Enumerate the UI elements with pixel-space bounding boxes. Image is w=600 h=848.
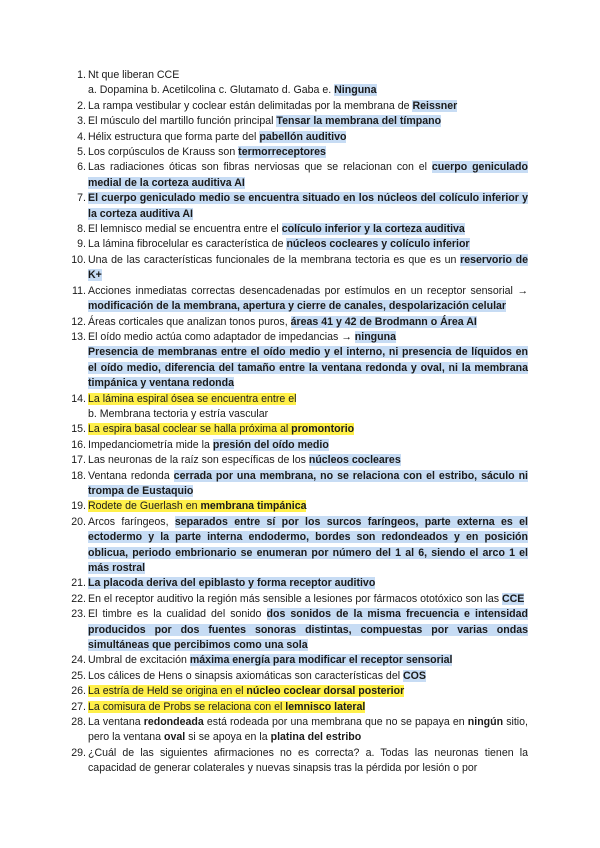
item-answer: Tensar la membrana del tímpano [276, 115, 442, 128]
list-item-8: 8. El lemnisco medial se encuentra entre el colículo inferior y la corteza auditiva [77, 223, 465, 236]
item-subline: a. Dopamina b. Acetilcolina c. Glutamato d. Gaba e. Ninguna [88, 84, 377, 97]
list-item-27: 27. La comisura de Probs se relaciona con el lemnisco lateral [71, 700, 366, 713]
item-text: Los corpúsculos de Krauss son [88, 146, 239, 159]
item-text: La estría de Held se origina en el [88, 685, 247, 698]
item-text: Arcos faríngeos, [88, 515, 175, 528]
item-text: Áreas corticales que analizan tonos puros, [88, 315, 291, 328]
item-answer: cuerpo geniculado medial de la corteza auditiva AI [88, 161, 528, 189]
item-answer: máxima energía para modificar el receptor sensorial [189, 654, 453, 667]
item-text: La lámina espiral ósea se encuentra entre el [88, 392, 297, 405]
list-item-29: 29. ¿Cuál de las siguientes afirmaciones no es correcta? a. Todas las neuronas tienen la capacidad de generar colaterales y nuevas sinapsis tras la pérdida por lesión o por [71, 746, 528, 775]
item-keyword: ningún [467, 716, 504, 729]
item-text: El oído medio actúa como adaptador de impedancias → [88, 330, 355, 343]
item-answer: reservorio de K+ [88, 253, 528, 282]
list-item-6: 6. Las radiaciones óticas son fibras nerviosas que se relacionan con el cuerpo geniculado medial de la corteza auditiva AI [77, 161, 528, 189]
list-item-20: 20. Arcos faríngeos, separados entre sí por los surcos faríngeos, parte externa es el ectodermo y la parte interna endodermo, bordes son redondeados y en posición oblicua, periodo embrionario se enumeran por número del 1 al 6, siendo el arco 1 el más rostral [71, 515, 528, 574]
item-text: ¿Cuál de las siguientes afirmaciones no es correcta? a. Todas las neuronas tienen la capacidad de generar colaterales y nuevas sinapsis tras la pérdida por lesión o por [88, 746, 528, 775]
list-item-25: 25. Los cálices de Hens o sinapsis axiomáticas son características del COS [71, 669, 426, 682]
list-item-22: 22. En el receptor auditivo la región más sensible a lesiones por fármacos ototóxico son las CCE [71, 592, 525, 605]
item-text: El timbre es la cualidad del sonido [88, 608, 267, 621]
item-text: Las radiaciones óticas son fibras nerviosas que se relacionan con el [88, 161, 432, 174]
item-text: si se apoya en la [185, 731, 271, 744]
list-item-3: 3. El músculo del martillo función principal Tensar la membrana del tímpano [77, 115, 442, 128]
item-text: Acciones inmediatas correctas desencadenadas por estímulos en un receptor sensorial → [88, 284, 528, 297]
item-text: Las neuronas de la raíz son específicas de los [88, 454, 309, 467]
item-answer: Ninguna [334, 84, 377, 97]
item-answer: cerrada por una membrana, no se relaciona con el estribo, sáculo ni trompa de Eustaquio [88, 469, 528, 497]
item-explanation: Presencia de membranas entre el oído medio y el interno, ni presencia de líquidos en el oído medio, diferencia del tamaño entre la ventana redonda y oval, ni la membrana timpánica y ventana redonda [88, 346, 528, 390]
item-text: Nt que liberan CCE [88, 69, 180, 81]
list-item-26: 26. La estría de Held se origina en el núcleo coclear dorsal posterior [71, 685, 405, 698]
item-answer: La placoda deriva del epiblasto y forma receptor auditivo [88, 577, 376, 590]
list-item-14: 14. La lámina espiral ósea se encuentra entre el b. Membrana tectoria y estría vascular [88, 392, 528, 423]
list-item-19: 19. Rodete de Guerlash en membrana timpánica [71, 500, 307, 513]
item-text: Rodete de Guerlash en [88, 500, 201, 513]
item-answer: CCE [501, 592, 525, 605]
item-text: El lemnisco medial se encuentra entre el [88, 223, 282, 236]
item-text: La espira basal coclear se halla próxima al [88, 423, 292, 436]
list-item-2: 2. La rampa vestibular y coclear están delimitadas por la membrana de Reissner [77, 99, 458, 112]
item-text: Una de las características funcionales de la membrana tectoria es que es un [88, 253, 461, 266]
item-answer: modificación de la membrana, apertura y cierre de canales, despolarización celular [88, 300, 507, 313]
list-item-16: 16. Impedanciometría mide la presión del oído medio [71, 438, 329, 451]
item-text: El músculo del martillo función principal [88, 115, 277, 128]
item-text: En el receptor auditivo la región más sensible a lesiones por fármacos ototóxico son las [88, 592, 502, 605]
item-answer: termorreceptores [238, 146, 326, 159]
item-text: La lámina fibrocelular es característica de [88, 238, 287, 251]
item-text: La ventana [88, 716, 144, 729]
item-text: está rodeada por una membrana que no se papaya en [203, 716, 468, 729]
item-answer: colículo inferior y la corteza auditiva [281, 223, 465, 236]
item-text: Umbral de excitación [88, 654, 190, 667]
list-item-17: 17. Las neuronas de la raíz son específicas de los núcleos cocleares [71, 454, 401, 467]
list-item-5: 5. Los corpúsculos de Krauss son termorreceptores [77, 146, 326, 159]
item-keyword: platina del estribo [270, 731, 362, 744]
item-answer: El cuerpo geniculado medio se encuentra situado en los núcleos del colículo inferior y la corteza auditiva AI [88, 192, 528, 220]
item-answer: COS [403, 669, 426, 682]
list-item-24: 24. Umbral de excitación máxima energía para modificar el receptor sensorial [71, 654, 453, 667]
item-keyword: redondeada [143, 716, 204, 729]
item-text: La comisura de Probs se relaciona con el [88, 700, 286, 713]
list-item-13: 13. El oído medio actúa como adaptador de impedancias → ninguna Presencia de membranas entre el oído medio y el interno, ni presencia de líquidos en el oído medio, diferencia del tamaño entre la ventana redonda y oval, ni la membrana timpánica y ventana redonda [88, 330, 528, 392]
list-item-18: 18. Ventana redonda cerrada por una membrana, no se relaciona con el estribo, sáculo ni trompa de Eustaquio [71, 469, 528, 497]
item-answer: separados entre sí por los surcos faríngeos, parte externa es el ectodermo y la parte interna endodermo, bordes son redondeados y en posición oblicua, periodo embrionario se enumeran por número del 1 al 6, siendo el arco 1 el más rostral [88, 515, 528, 574]
item-answer: membrana timpánica [200, 500, 307, 513]
list-item-1: 1. Nt que liberan CCE a. Dopamina b. Acetilcolina c. Glutamato d. Gaba e. Ninguna [88, 68, 528, 99]
item-answer: presión del oído medio [212, 438, 329, 451]
list-item-10: 10. Una de las características funcionales de la membrana tectoria es que es un reservorio de K+ [71, 253, 528, 282]
list-item-11: 11. Acciones inmediatas correctas desencadenadas por estímulos en un receptor sensorial → modificación de la membrana, apertura y cierre de canales, despolarización celular [72, 284, 528, 313]
list-item-12: 12. Áreas corticales que analizan tonos puros, áreas 41 y 42 de Brodmann o Área AI [71, 315, 477, 328]
item-text: Los cálices de Hens o sinapsis axiomáticas son características del [88, 669, 404, 682]
item-answer: núcleos cocleares y colículo inferior [286, 238, 470, 251]
item-answer: pabellón auditivo [259, 130, 347, 143]
list-item-15: 15. La espira basal coclear se halla próxima al promontorio [71, 423, 355, 436]
item-answer: Reissner [412, 99, 458, 112]
list-item-23: 23. El timbre es la cualidad del sonido dos sonidos de la misma frecuencia e intensidad producidos por dos fuentes sonoras distintas, compuestas por varias ondas simultáneas que percibimos como una sola [71, 608, 528, 652]
item-text: Ventana redonda [88, 469, 174, 482]
item-answer: ninguna [354, 330, 396, 343]
list-item-4: 4. Hélix estructura que forma parte del pabellón auditivo [77, 130, 347, 143]
question-list [71, 68, 528, 777]
list-item-21: 21. La placoda deriva del epiblasto y forma receptor auditivo [71, 577, 376, 590]
item-text: Impedanciometría mide la [88, 438, 213, 451]
item-answer: núcleos cocleares [308, 454, 401, 467]
list-item-28: 28. La ventana redondeada está rodeada por una membrana que no se papaya en ningún sitio, pero la ventana oval si se apoya en la platina del estribo [71, 716, 528, 744]
item-answer: dos sonidos de la misma frecuencia e intensidad producidos por dos fuentes sonoras distintas, compuestas por varias ondas simultáneas que percibimos como una sola [88, 608, 528, 652]
item-text: La rampa vestibular y coclear están delimitadas por la membrana de [88, 99, 413, 112]
list-item-7: 7. El cuerpo geniculado medio se encuentra situado en los núcleos del colículo inferior y la corteza auditiva AI [77, 192, 528, 220]
list-item-9: 9. La lámina fibrocelular es característica de núcleos cocleares y colículo inferior [77, 238, 470, 251]
item-answer: promontorio [291, 423, 355, 436]
item-keyword: oval [163, 731, 186, 744]
item-text: sitio, pero la ventana [88, 716, 528, 744]
item-answer: núcleo coclear dorsal posterior [246, 685, 405, 698]
item-subline: b. Membrana tectoria y estría vascular [88, 407, 269, 420]
item-answer: lemnisco lateral [285, 700, 366, 713]
item-text: Hélix estructura que forma parte del [88, 130, 260, 143]
item-answer: áreas 41 y 42 de Brodmann o Área AI [290, 315, 477, 328]
